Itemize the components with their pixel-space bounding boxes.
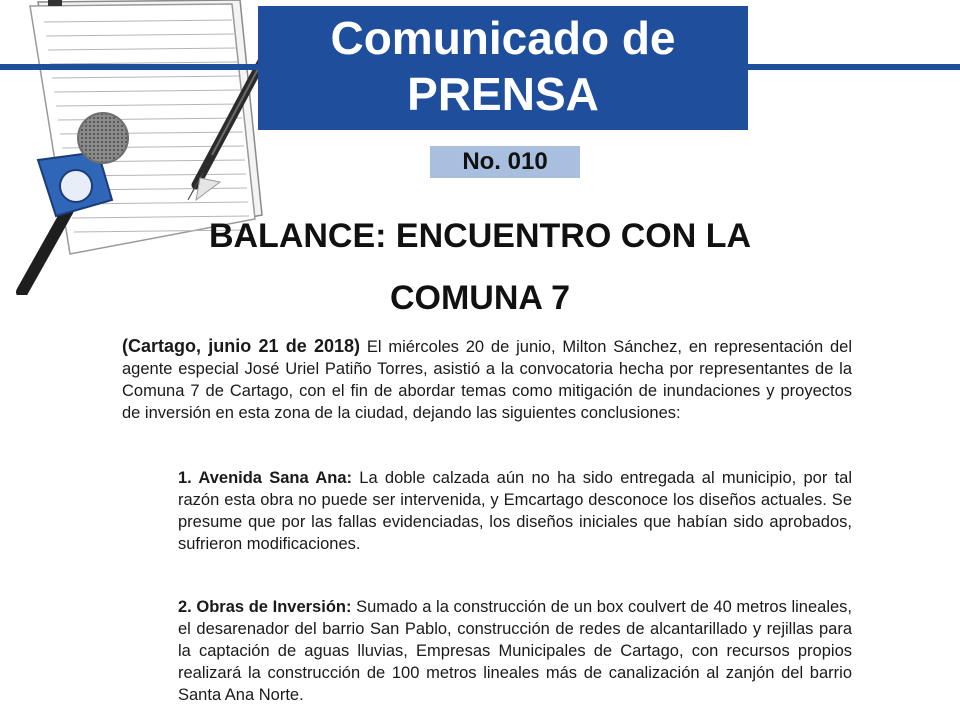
title-line-2: PRENSA <box>407 68 599 120</box>
release-number: No. 010 <box>430 146 580 178</box>
title-banner <box>258 6 748 130</box>
list-item-heading: 2. Obras de Inversión: <box>178 598 352 616</box>
list-item-text: La doble calzada aún no ha sido entregada al municipio, por tal razón esta obra no puede ser intervenida, y Emcartago desconoce los diseños actuales. Se presume que por las fallas evidenciadas, los diseños iniciales que habían sido aprobados, sufrieron modificaciones. <box>178 469 853 553</box>
list-item-heading: 1. Avenida Sana Ana: <box>178 469 353 487</box>
list-item <box>178 467 852 555</box>
headline-line-2: COMUNA 7 <box>389 279 571 317</box>
title-line-1: Comunicado de <box>330 12 676 64</box>
headline-line-1: BALANCE: ENCUENTRO CON LA <box>208 217 752 255</box>
headline <box>120 205 840 329</box>
list-item <box>178 596 852 706</box>
list-item-text: Sumado a la construcción de un box coulvert de 40 metros lineales, el desarenador del barrio San Pablo, construcción de redes de alcantarillado y rejillas para la captación de aguas lluvias, Empresas Municipales de Cartago, con recursos propios realizará la construcción de 100 metros lineales más de canalización al zanjón del barrio Santa Ana Norte. <box>178 598 853 704</box>
dateline: (Cartago, junio 21 de 2018) <box>122 336 361 356</box>
intro-text: El miércoles 20 de junio, Milton Sánchez, en representación del agente especial José Uriel Patiño Torres, asistió a la convocatoria hecha por representantes de la Comuna 7 de Cartago, con el fin de abordar temas como mitigación de inundaciones y proyectos de inversión en esta zona de la ciudad, dejando las siguientes conclusiones: <box>122 338 852 422</box>
intro-paragraph <box>122 335 852 424</box>
